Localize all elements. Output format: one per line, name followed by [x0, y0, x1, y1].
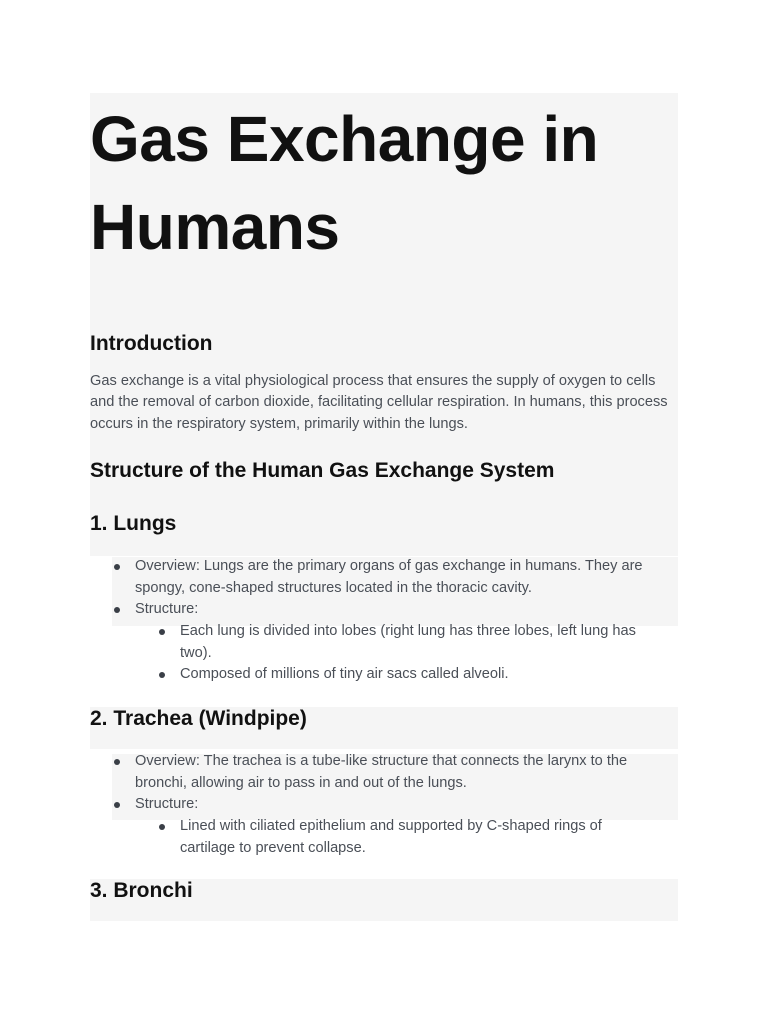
list-item [135, 751, 665, 794]
list-item [180, 664, 660, 686]
structure-heading: Structure of the Human Gas Exchange System [90, 459, 555, 482]
list-item [180, 621, 660, 664]
intro-paragraph: Gas exchange is a vital physiological process that ensures the supply of oxygen to cells and the removal of carbon dioxide, facilitating cellular respiration. In humans, this process occurs in the respiratory system, primarily within the lungs. [90, 373, 668, 432]
bullet-icon [159, 824, 165, 830]
bullet-icon [159, 629, 165, 635]
list-item [135, 794, 665, 816]
bullet-icon [114, 607, 120, 613]
trachea-list [135, 751, 665, 816]
list-item [180, 816, 650, 859]
lungs-sub-item: Each lung is divided into lobes (right lung has three lobes, left lung has two). [180, 623, 636, 661]
section-heading-lungs: 1. Lungs [90, 512, 177, 535]
list-item [135, 599, 665, 621]
bullet-icon [114, 564, 120, 570]
list-item [135, 556, 665, 599]
intro-heading: Introduction [90, 332, 213, 355]
lungs-sub-item: Composed of millions of tiny air sacs called alveoli. [180, 666, 509, 682]
section-heading-trachea: 2. Trachea (Windpipe) [90, 707, 307, 730]
trachea-structure-label: Structure: [135, 796, 199, 812]
bullet-icon [159, 672, 165, 678]
lungs-structure-label: Structure: [135, 601, 199, 617]
trachea-overview: Overview: The trachea is a tube-like structure that connects the larynx to the bronchi, allowing air to pass in and out of the lungs. [135, 753, 628, 791]
bullet-icon [114, 759, 120, 765]
page-title: Gas Exchange in Humans [90, 103, 599, 263]
section-heading-bronchi: 3. Bronchi [90, 879, 193, 902]
bullet-icon [114, 802, 120, 808]
trachea-structure-list [180, 816, 650, 859]
lungs-list [135, 556, 665, 621]
lungs-structure-list [180, 621, 660, 686]
trachea-sub-item: Lined with ciliated epithelium and supported by C-shaped rings of cartilage to prevent collapse. [180, 818, 602, 856]
lungs-overview: Overview: Lungs are the primary organs of gas exchange in humans. They are spongy, cone-shaped structures located in the thoracic cavity. [135, 558, 643, 596]
